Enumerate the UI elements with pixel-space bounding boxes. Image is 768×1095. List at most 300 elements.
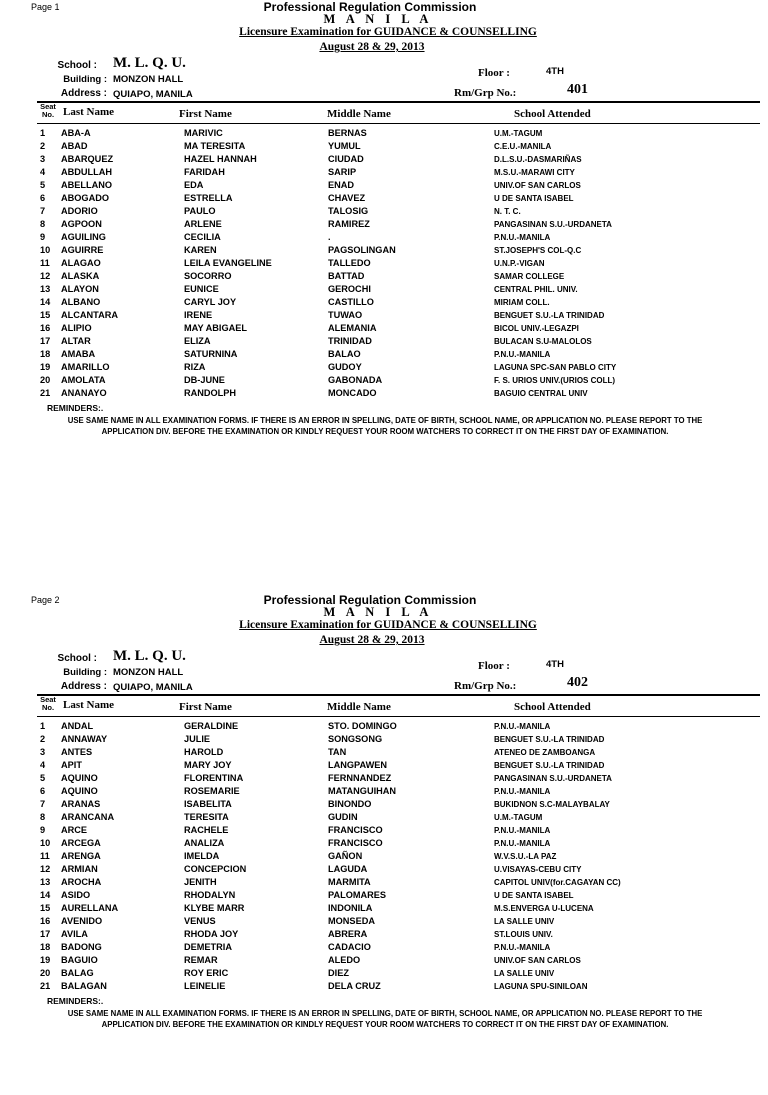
last-name: ALBANO <box>61 297 101 307</box>
last-name: ARMIAN <box>61 864 98 874</box>
seat-number: 8 <box>40 219 46 229</box>
first-name: RACHELE <box>184 825 229 835</box>
school-attended: P.N.U.-MANILA <box>494 943 551 952</box>
seat-number: 3 <box>40 154 46 164</box>
last-name-header: Last Name <box>63 699 115 711</box>
seat-number-header: Seat No. <box>40 695 56 712</box>
school-attended: U DE SANTA ISABEL <box>494 891 574 900</box>
school-attended: U DE SANTA ISABEL <box>494 194 574 203</box>
middle-name: ALEDO <box>328 955 361 965</box>
last-name: ABARQUEZ <box>61 154 114 164</box>
floor-value: 4TH <box>546 66 564 77</box>
document-page <box>0 2 768 502</box>
seat-number: 9 <box>40 825 46 835</box>
middle-name-header: Middle Name <box>327 108 391 120</box>
seat-number: 5 <box>40 773 46 783</box>
seat-number: 18 <box>40 349 51 359</box>
first-name: HAROLD <box>184 747 224 757</box>
table-row <box>0 323 768 336</box>
reminder-note-line2: APPLICATION DIV. BEFORE THE EXAMINATION OR KINDLY REQUEST YOUR ROOM WATCHERS TO CORRECT IT ON THE FIRST DAY OF EXAMINATION. <box>101 1020 669 1029</box>
seat-number: 10 <box>40 245 51 255</box>
middle-name: GUDOY <box>328 362 362 372</box>
middle-name: CHAVEZ <box>328 193 366 203</box>
seat-number: 9 <box>40 232 46 242</box>
middle-name: INDONILA <box>328 903 373 913</box>
last-name: APIT <box>61 760 82 770</box>
last-name: ABAD <box>61 141 88 151</box>
last-name: ALASKA <box>61 271 100 281</box>
last-name: ANNAWAY <box>61 734 108 744</box>
first-name: FARIDAH <box>184 167 225 177</box>
header-rule-bottom <box>37 716 760 717</box>
seat-number: 21 <box>40 388 51 398</box>
school-attended: PANGASINAN S.U.-URDANETA <box>494 774 612 783</box>
middle-name: MONSEDA <box>328 916 375 926</box>
floor-label: Floor : <box>478 67 510 79</box>
last-name: ALIPIO <box>61 323 92 333</box>
last-name: AMOLATA <box>61 375 106 385</box>
middle-name: CIUDAD <box>328 154 364 164</box>
table-row <box>0 942 768 955</box>
exam-title: Licensure Examination for GUIDANCE & COUNSELLING <box>239 619 537 631</box>
first-name: RANDOLPH <box>184 388 237 398</box>
first-name: MARY JOY <box>184 760 232 770</box>
middle-name-header: Middle Name <box>327 701 391 713</box>
seat-number: 5 <box>40 180 46 190</box>
last-name: ALCANTARA <box>61 310 118 320</box>
table-row <box>0 349 768 362</box>
school-attended: ST.JOSEPH'S COL-Q.C <box>494 246 582 255</box>
exam-title: Licensure Examination for GUIDANCE & COUNSELLING <box>239 26 537 38</box>
school-attended: U.N.P.-VIGAN <box>494 259 545 268</box>
table-row <box>0 232 768 245</box>
middle-name: GAÑON <box>328 851 363 861</box>
school-attended: ST.LOUIS UNIV. <box>494 930 553 939</box>
table-row <box>0 336 768 349</box>
last-name: ARCEGA <box>61 838 101 848</box>
middle-name: STO. DOMINGO <box>328 721 397 731</box>
table-row <box>0 388 768 401</box>
school-label: School : <box>57 653 97 664</box>
page-number: Page 1 <box>31 2 60 12</box>
first-name: RIZA <box>184 362 206 372</box>
middle-name: LANGPAWEN <box>328 760 388 770</box>
address-value: QUIAPO, MANILA <box>113 89 193 100</box>
last-name: ANDAL <box>61 721 94 731</box>
floor-label: Floor : <box>478 660 510 672</box>
seat-number: 18 <box>40 942 51 952</box>
seat-number: 14 <box>40 297 51 307</box>
first-name: IRENE <box>184 310 213 320</box>
last-name: AROCHA <box>61 877 102 887</box>
city-heading: M A N I L A <box>323 605 433 619</box>
middle-name: BATTAD <box>328 271 365 281</box>
first-name: MA TERESITA <box>184 141 246 151</box>
school-attended: UNIV.OF SAN CARLOS <box>494 956 581 965</box>
first-name: IMELDA <box>184 851 220 861</box>
table-row <box>0 284 768 297</box>
table-row <box>0 916 768 929</box>
seat-number: 4 <box>40 760 46 770</box>
middle-name: TALLEDO <box>328 258 371 268</box>
building-value: MONZON HALL <box>113 74 184 85</box>
first-name: EUNICE <box>184 284 219 294</box>
middle-name: CADACIO <box>328 942 371 952</box>
first-name: LEILA EVANGELINE <box>184 258 272 268</box>
school-attended: MIRIAM COLL. <box>494 298 550 307</box>
first-name: REMAR <box>184 955 218 965</box>
last-name: AGUIRRE <box>61 245 104 255</box>
last-name: AMABA <box>61 349 96 359</box>
middle-name: TAN <box>328 747 347 757</box>
school-attended: BICOL UNIV.-LEGAZPI <box>494 324 579 333</box>
reminder-note-line1: USE SAME NAME IN ALL EXAMINATION FORMS. IF THERE IS AN ERROR IN SPELLING, DATE OF BIRTH, SCHOOL NAME, OR APPLICATION NO. PLEASE REPORT TO THE <box>67 1009 703 1018</box>
last-name: ALTAR <box>61 336 91 346</box>
first-name: ANALIZA <box>184 838 225 848</box>
table-row <box>0 799 768 812</box>
seat-number: 1 <box>40 721 46 731</box>
last-name: ARANAS <box>61 799 101 809</box>
table-row <box>0 903 768 916</box>
first-name: KAREN <box>184 245 217 255</box>
table-row <box>0 141 768 154</box>
seat-number: 19 <box>40 362 51 372</box>
table-row <box>0 206 768 219</box>
building-label: Building : <box>63 667 107 678</box>
last-name: ABDULLAH <box>61 167 113 177</box>
middle-name: BALAO <box>328 349 361 359</box>
school-attended: F. S. URIOS UNIV.(URIOS COLL) <box>494 376 616 385</box>
seat-number: 16 <box>40 916 51 926</box>
table-row <box>0 219 768 232</box>
table-row <box>0 981 768 994</box>
school-attended: M.S.U.-MARAWI CITY <box>494 168 575 177</box>
seat-number: 13 <box>40 877 51 887</box>
middle-name: YUMUL <box>328 141 361 151</box>
seat-number: 7 <box>40 206 46 216</box>
school-value: M. L. Q. U. <box>113 648 186 664</box>
middle-name: LAGUDA <box>328 864 368 874</box>
city-heading: M A N I L A <box>323 12 433 26</box>
last-name: AGUILING <box>61 232 106 242</box>
school-attended: C.E.U.-MANILA <box>494 142 552 151</box>
last-name: AGPOON <box>61 219 102 229</box>
table-row <box>0 721 768 734</box>
first-name: MARIVIC <box>184 128 223 138</box>
seat-number: 15 <box>40 903 51 913</box>
seat-number: 20 <box>40 375 51 385</box>
seat-number: 2 <box>40 734 46 744</box>
address-value: QUIAPO, MANILA <box>113 682 193 693</box>
middle-name: GEROCHI <box>328 284 371 294</box>
seat-number: 16 <box>40 323 51 333</box>
last-name: AMARILLO <box>61 362 110 372</box>
first-name: ESTRELLA <box>184 193 233 203</box>
school-attended: CENTRAL PHIL. UNIV. <box>494 285 578 294</box>
table-row <box>0 271 768 284</box>
last-name: ARANCANA <box>61 812 115 822</box>
school-attended: M.S.ENVERGA U-LUCENA <box>494 904 594 913</box>
seat-number: 11 <box>40 851 50 861</box>
middle-name: GUDIN <box>328 812 358 822</box>
middle-name: PALOMARES <box>328 890 387 900</box>
middle-name: ALEMANIA <box>328 323 377 333</box>
room-value: 402 <box>567 675 588 690</box>
reminders-label: REMINDERS:. <box>47 403 104 413</box>
first-name: RHODALYN <box>184 890 236 900</box>
last-name: AQUINO <box>61 773 98 783</box>
last-name: ADORIO <box>61 206 98 216</box>
middle-name: MARMITA <box>328 877 371 887</box>
seat-number: 2 <box>40 141 46 151</box>
school-attended: LAGUNA SPC-SAN PABLO CITY <box>494 363 617 372</box>
school-value: M. L. Q. U. <box>113 55 186 71</box>
middle-name: CASTILLO <box>328 297 374 307</box>
table-row <box>0 128 768 141</box>
first-name: ARLENE <box>184 219 222 229</box>
first-name: TERESITA <box>184 812 229 822</box>
first-name: SATURNINA <box>184 349 238 359</box>
school-attended-header: School Attended <box>514 108 591 120</box>
middle-name: RAMIREZ <box>328 219 370 229</box>
last-name: AQUINO <box>61 786 98 796</box>
building-label: Building : <box>63 74 107 85</box>
first-name: VENUS <box>184 916 216 926</box>
first-name: ISABELITA <box>184 799 232 809</box>
table-row <box>0 786 768 799</box>
school-attended: U.VISAYAS-CEBU CITY <box>494 865 582 874</box>
seat-number: 20 <box>40 968 51 978</box>
table-row <box>0 968 768 981</box>
first-name: HAZEL HANNAH <box>184 154 257 164</box>
first-name: JULIE <box>184 734 211 744</box>
last-name: ALAYON <box>61 284 99 294</box>
table-row <box>0 890 768 903</box>
middle-name: SARIP <box>328 167 357 177</box>
school-attended: D.L.S.U.-DASMARIÑAS <box>494 155 582 164</box>
first-name: CECILIA <box>184 232 221 242</box>
school-attended: BENGUET S.U.-LA TRINIDAD <box>494 311 605 320</box>
first-name: DB-JUNE <box>184 375 225 385</box>
seat-number-header: Seat No. <box>40 102 56 119</box>
school-attended: LA SALLE UNIV <box>494 969 555 978</box>
table-row <box>0 929 768 942</box>
address-label: Address : <box>60 88 107 99</box>
middle-name: ABRERA <box>328 929 368 939</box>
room-label: Rm/Grp No.: <box>454 680 517 692</box>
school-attended: LA SALLE UNIV <box>494 917 555 926</box>
school-attended: BAGUIO CENTRAL UNIV <box>494 389 588 398</box>
school-attended: UNIV.OF SAN CARLOS <box>494 181 581 190</box>
middle-name: MATANGUIHAN <box>328 786 397 796</box>
school-attended: CAPITOL UNIV(for.CAGAYAN CC) <box>494 878 621 887</box>
last-name: ANANAYO <box>61 388 107 398</box>
last-name: ARENGA <box>61 851 101 861</box>
last-name: ABA-A <box>61 128 91 138</box>
table-row <box>0 375 768 388</box>
header-rule-bottom <box>37 123 760 124</box>
seat-number: 10 <box>40 838 51 848</box>
seat-number: 6 <box>40 193 46 203</box>
last-name: BALAGAN <box>61 981 107 991</box>
seat-number: 21 <box>40 981 51 991</box>
exam-date: August 28 & 29, 2013 <box>319 634 425 646</box>
school-attended: U.M.-TAGUM <box>494 813 543 822</box>
table-row <box>0 812 768 825</box>
first-name: GERALDINE <box>184 721 239 731</box>
seat-number: 3 <box>40 747 46 757</box>
middle-name: . <box>328 232 331 242</box>
last-name: BAGUIO <box>61 955 98 965</box>
last-name: ABOGADO <box>61 193 109 203</box>
table-row <box>0 851 768 864</box>
room-value: 401 <box>567 82 588 97</box>
address-label: Address : <box>60 681 107 692</box>
school-attended: P.N.U.-MANILA <box>494 826 551 835</box>
first-name: CARYL JOY <box>184 297 237 307</box>
middle-name: TUWAO <box>328 310 363 320</box>
header-rule-top <box>37 694 760 696</box>
middle-name: BINONDO <box>328 799 372 809</box>
table-row <box>0 310 768 323</box>
middle-name: ENAD <box>328 180 355 190</box>
school-attended: BENGUET S.U.-LA TRINIDAD <box>494 761 605 770</box>
school-attended: U.M.-TAGUM <box>494 129 543 138</box>
table-row <box>0 362 768 375</box>
first-name-header: First Name <box>179 108 232 120</box>
last-name: BADONG <box>61 942 102 952</box>
seat-number: 12 <box>40 271 51 281</box>
table-row <box>0 154 768 167</box>
table-row <box>0 877 768 890</box>
school-attended-header: School Attended <box>514 701 591 713</box>
table-row <box>0 245 768 258</box>
table-row <box>0 955 768 968</box>
table-row <box>0 864 768 877</box>
table-row <box>0 167 768 180</box>
first-name: KLYBE MARR <box>184 903 245 913</box>
exam-date: August 28 & 29, 2013 <box>319 41 425 53</box>
school-attended: BUKIDNON S.C-MALAYBALAY <box>494 800 610 809</box>
last-name: AVILA <box>61 929 88 939</box>
middle-name: FRANCISCO <box>328 825 383 835</box>
seat-number: 1 <box>40 128 46 138</box>
first-name: FLORENTINA <box>184 773 244 783</box>
organization-title: Professional Regulation Commission <box>263 593 477 607</box>
floor-value: 4TH <box>546 659 564 670</box>
first-name-header: First Name <box>179 701 232 713</box>
first-name: ROSEMARIE <box>184 786 240 796</box>
table-row <box>0 773 768 786</box>
seat-number: 7 <box>40 799 46 809</box>
table-row <box>0 297 768 310</box>
school-attended: P.N.U.-MANILA <box>494 839 551 848</box>
building-value: MONZON HALL <box>113 667 184 678</box>
school-attended: P.N.U.-MANILA <box>494 787 551 796</box>
first-name: ROY ERIC <box>184 968 229 978</box>
seat-number: 6 <box>40 786 46 796</box>
middle-name: DIEZ <box>328 968 349 978</box>
middle-name: DELA CRUZ <box>328 981 381 991</box>
last-name: BALAG <box>61 968 94 978</box>
seat-number: 8 <box>40 812 46 822</box>
last-name: ASIDO <box>61 890 91 900</box>
seat-number: 4 <box>40 167 46 177</box>
school-attended: BENGUET S.U.-LA TRINIDAD <box>494 735 605 744</box>
school-attended: ATENEO DE ZAMBOANGA <box>494 748 596 757</box>
middle-name: GABONADA <box>328 375 383 385</box>
first-name: ELIZA <box>184 336 211 346</box>
last-name: ABELLANO <box>61 180 113 190</box>
room-label: Rm/Grp No.: <box>454 87 517 99</box>
page-number: Page 2 <box>31 595 60 605</box>
seat-number: 17 <box>40 929 51 939</box>
table-row <box>0 747 768 760</box>
middle-name: MONCADO <box>328 388 377 398</box>
seat-number: 13 <box>40 284 51 294</box>
last-name: ARCE <box>61 825 88 835</box>
first-name: LEINELIE <box>184 981 226 991</box>
middle-name: TALOSIG <box>328 206 369 216</box>
school-attended: P.N.U.-MANILA <box>494 233 551 242</box>
school-attended: SAMAR COLLEGE <box>494 272 565 281</box>
last-name-header: Last Name <box>63 106 115 118</box>
table-row <box>0 258 768 271</box>
school-attended: W.V.S.U.-LA PAZ <box>494 852 557 861</box>
last-name: AVENIDO <box>61 916 103 926</box>
school-label: School : <box>57 60 97 71</box>
last-name: ALAGAO <box>61 258 101 268</box>
table-row <box>0 760 768 773</box>
first-name: DEMETRIA <box>184 942 232 952</box>
school-attended: P.N.U.-MANILA <box>494 722 551 731</box>
table-row <box>0 193 768 206</box>
reminder-note-line2: APPLICATION DIV. BEFORE THE EXAMINATION OR KINDLY REQUEST YOUR ROOM WATCHERS TO CORRECT IT ON THE FIRST DAY OF EXAMINATION. <box>101 427 669 436</box>
first-name: JENITH <box>184 877 217 887</box>
middle-name: BERNAS <box>328 128 367 138</box>
middle-name: PAGSOLINGAN <box>328 245 396 255</box>
school-attended: LAGUNA SPU-SINILOAN <box>494 982 588 991</box>
organization-title: Professional Regulation Commission <box>263 0 477 14</box>
seat-number: 14 <box>40 890 51 900</box>
last-name: AURELLANA <box>61 903 119 913</box>
header-rule-top <box>37 101 760 103</box>
middle-name: TRINIDAD <box>328 336 372 346</box>
table-row <box>0 734 768 747</box>
last-name: ANTES <box>61 747 93 757</box>
first-name: EDA <box>184 180 204 190</box>
seat-number: 12 <box>40 864 51 874</box>
seat-number: 17 <box>40 336 51 346</box>
table-row <box>0 825 768 838</box>
first-name: SOCORRO <box>184 271 232 281</box>
reminder-note-line1: USE SAME NAME IN ALL EXAMINATION FORMS. IF THERE IS AN ERROR IN SPELLING, DATE OF BIRTH, SCHOOL NAME, OR APPLICATION NO. PLEASE REPORT TO THE <box>67 416 703 425</box>
first-name: PAULO <box>184 206 216 216</box>
first-name: CONCEPCION <box>184 864 247 874</box>
document-page <box>0 595 768 1095</box>
seat-number: 19 <box>40 955 51 965</box>
table-row <box>0 180 768 193</box>
middle-name: FERNNANDEZ <box>328 773 392 783</box>
middle-name: FRANCISCO <box>328 838 383 848</box>
first-name: MAY ABIGAEL <box>184 323 247 333</box>
table-row <box>0 838 768 851</box>
seat-number: 15 <box>40 310 51 320</box>
seat-number: 11 <box>40 258 50 268</box>
school-attended: BULACAN S.U-MALOLOS <box>494 337 592 346</box>
first-name: RHODA JOY <box>184 929 239 939</box>
reminders-label: REMINDERS:. <box>47 996 104 1006</box>
